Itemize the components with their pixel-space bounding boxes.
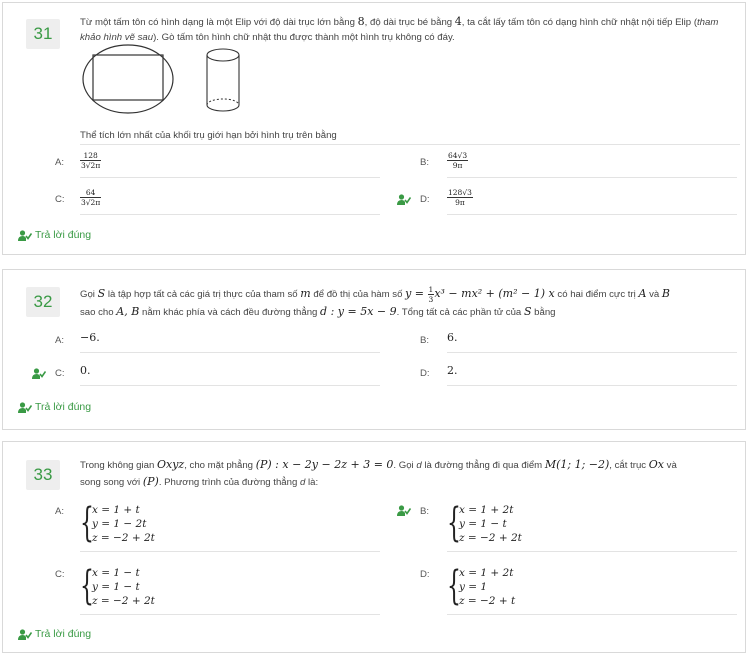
option-c[interactable]: 0. [80,364,91,377]
option-d[interactable]: 2. [447,364,458,377]
option-a[interactable]: { x = 1 + t y = 1 − 2t z = −2 + 2t [80,500,155,546]
option-b-label: B: [420,506,430,517]
option-c-label: C: [55,194,65,205]
user-check-icon [18,230,32,241]
option-d[interactable]: $\frac{128√3}{9\pi}$ [448,188,472,207]
question-card-32 [2,269,746,430]
feedback-correct: Trả lời đúng [18,401,91,413]
correct-answer-icon [32,368,46,379]
option-a[interactable]: $\frac{128}{3√2\pi}$ [81,151,101,170]
user-check-icon [18,402,32,413]
option-c-label: C: [55,569,65,580]
question-text: Từ một tấm tôn có hình dạng là một Elip với độ dài trục lớn bằng 8, độ dài trục bé bằng 4, ta cắt lấy tấm tôn có dạng hình chữ nhật nội tiếp Elip (tham khảo hình vẽ sau). Gò tấm tôn hình chữ nhật thu được thành một hình trụ không có đáy. [80,15,719,43]
option-a-label: A: [55,157,65,168]
option-a[interactable]: −6. [80,331,100,344]
question-text: Trong không gian Oxyz, cho mặt phẳng (P) : x − 2y − 2z + 3 = 0. Gọi d là đường thẳng đi qua điểm M(1; 1; −2), cắt trục Ox và song song với (P). Phương trình của đường thẳng d là: [80,458,677,488]
option-b-label: B: [420,335,430,346]
question-number: 32 [26,287,60,317]
user-check-icon [18,629,32,640]
ellipse-rectangle-figure [81,43,176,115]
option-b[interactable]: 6. [447,331,458,344]
question-card-31 [2,2,746,255]
feedback-correct: Trả lời đúng [18,628,91,640]
feedback-correct: Trả lời đúng [18,229,91,241]
question-number: 31 [26,19,60,49]
option-c[interactable]: { x = 1 − t y = 1 − t z = −2 + 2t [80,563,155,609]
question-number: 33 [26,460,60,490]
option-d-label: D: [420,368,430,379]
question-text: Gọi S là tập hợp tất cả các giá trị thực của tham số m để đồ thị của hàm số y = $\frac{1}{3}$ x³ − mx² + (m² − 1) x có hai điểm cực trị A và B sao cho A, B nằm khác phía và cách đều đường thẳng d : y = 5x − 9. Tổng tất cả các phần tử của S bằng [80,285,670,318]
correct-answer-icon [397,194,411,205]
option-b[interactable]: { x = 1 + 2t y = 1 − t z = −2 + 2t [447,500,522,546]
option-d-label: D: [420,569,430,580]
option-c[interactable]: $\frac{64}{3√2\pi}$ [81,188,101,207]
option-c-label: C: [55,368,65,379]
option-b[interactable]: $\frac{64√3}{9\pi}$ [448,151,468,170]
question-prompt: Thể tích lớn nhất của khối trụ giới hạn bởi hình trụ trên bằng [80,130,337,141]
question-card-33 [2,441,746,653]
option-a-label: A: [55,506,65,517]
correct-answer-icon [397,505,411,516]
option-a-label: A: [55,335,65,346]
option-d[interactable]: { x = 1 + 2t y = 1 z = −2 + t [447,563,516,609]
option-d-label: D: [420,194,430,205]
option-b-label: B: [420,157,430,168]
cylinder-figure [203,47,243,115]
